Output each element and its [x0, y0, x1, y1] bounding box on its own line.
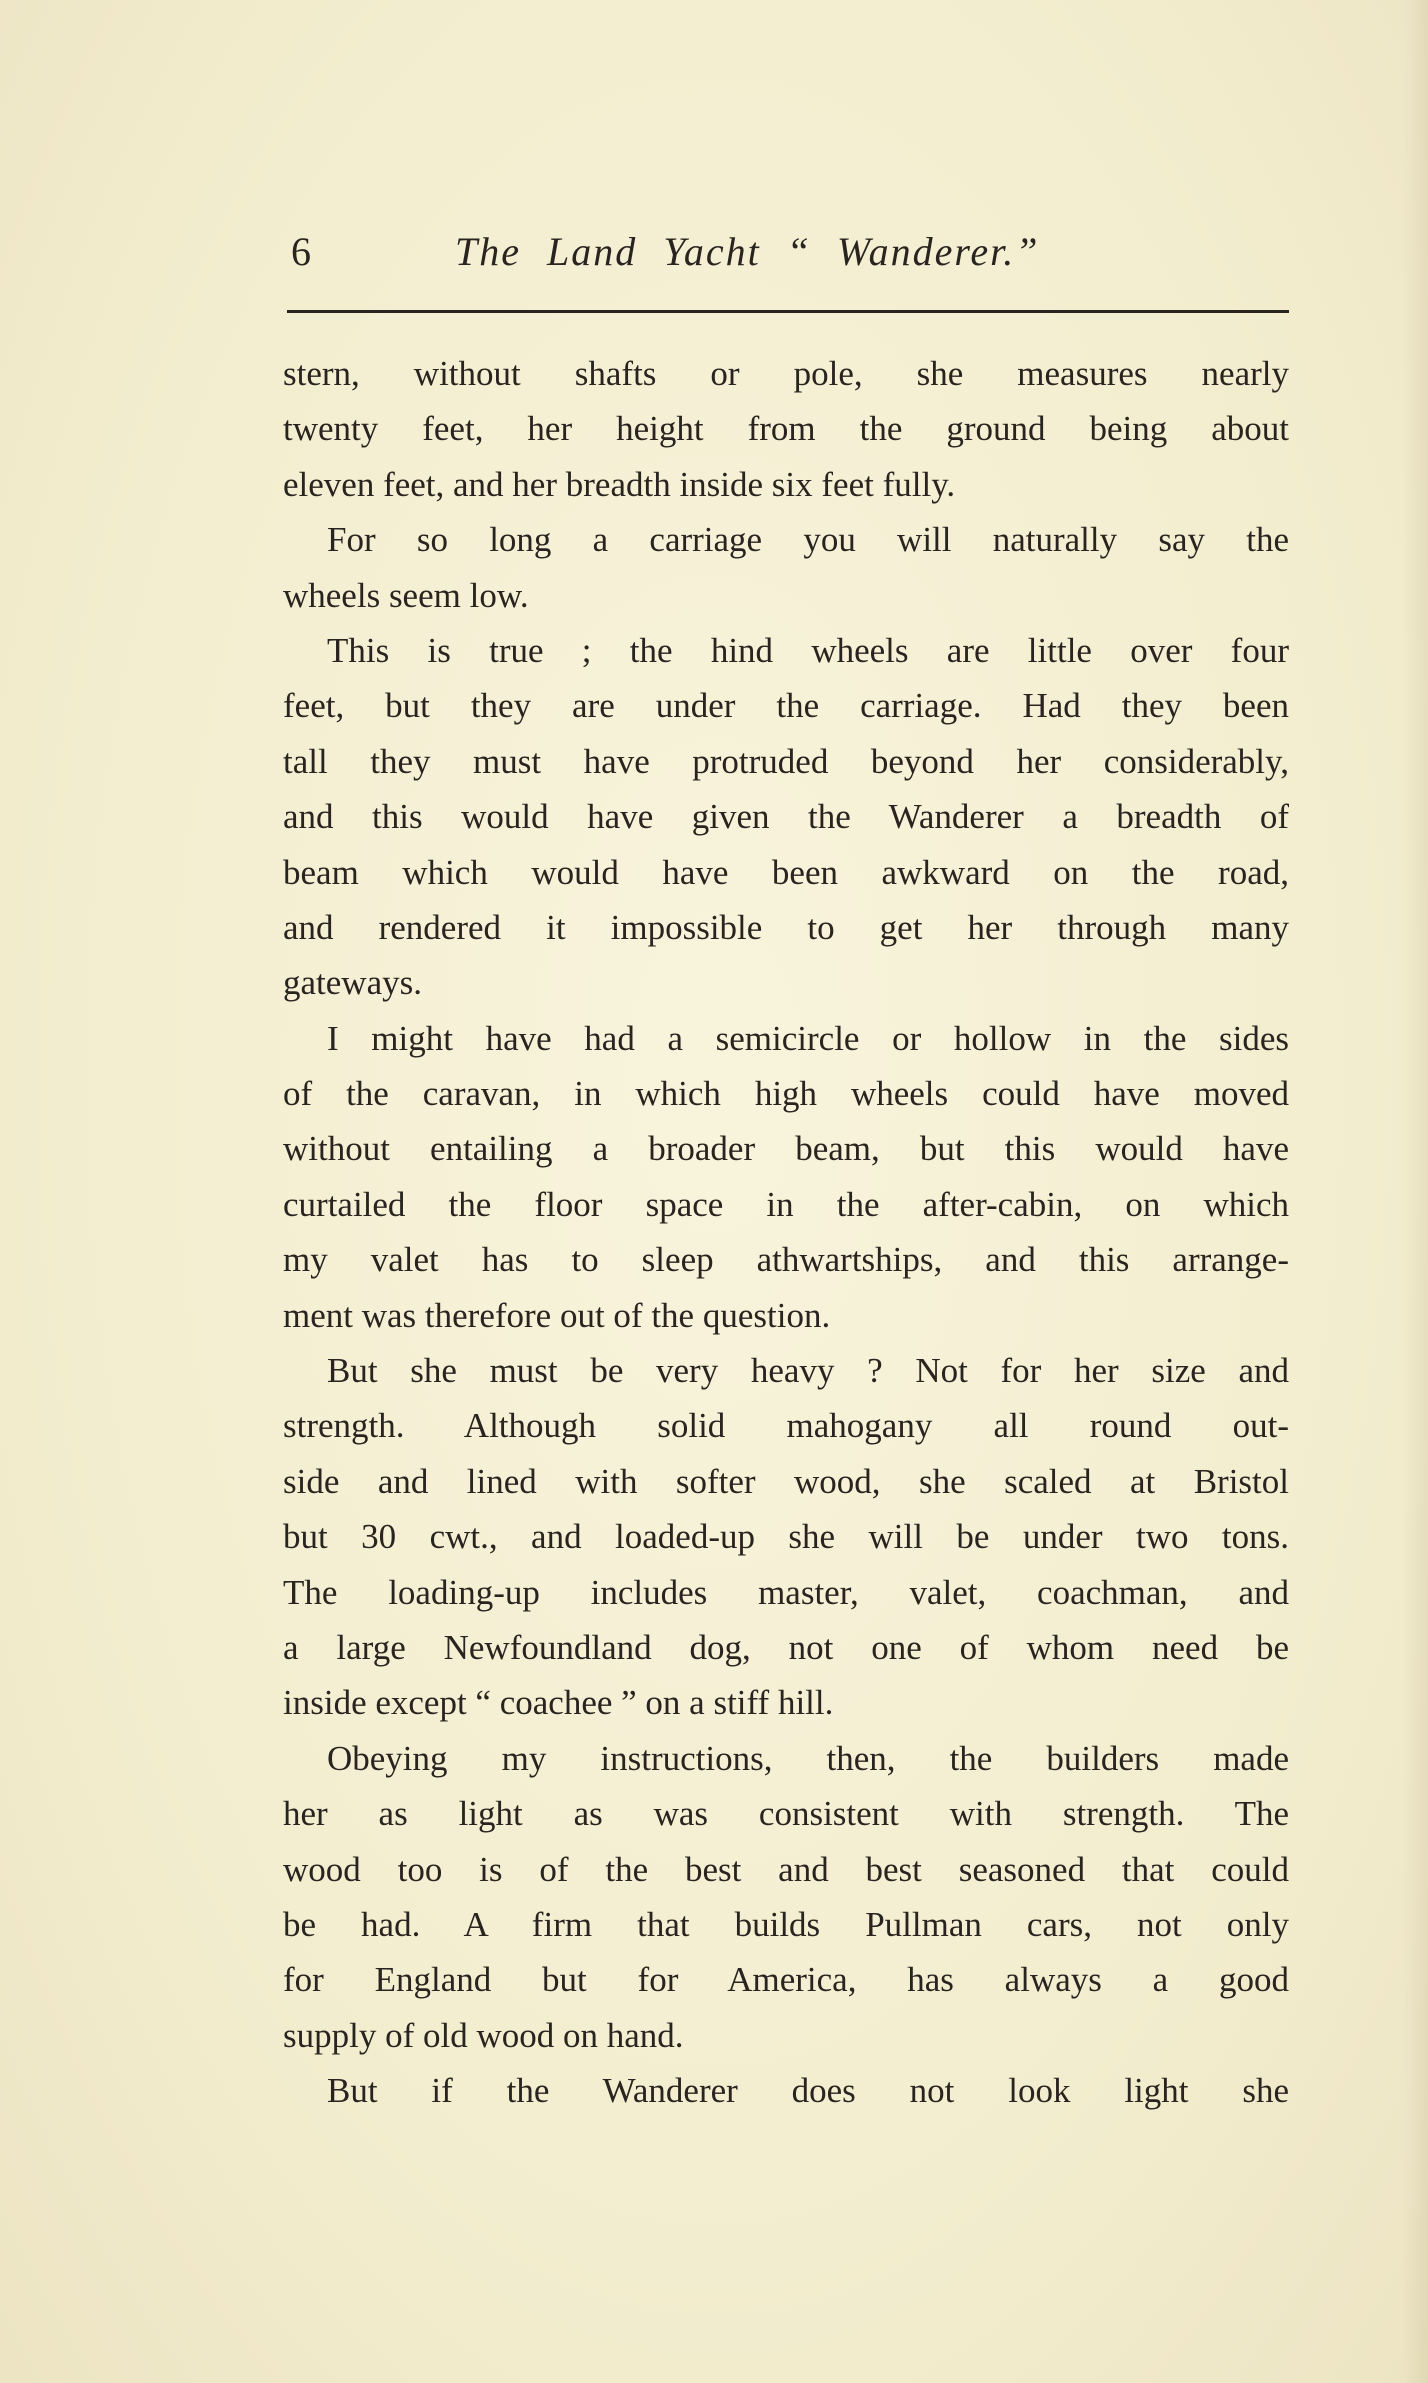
text-line: wheels seem low. [283, 575, 529, 615]
text-line: but 30 cwt., and loaded-up she will be under two tons. [283, 1517, 1289, 1557]
page-number: 6 [291, 229, 311, 274]
text-line: But if the Wanderer does not look light she [327, 2071, 1289, 2111]
text-line: twenty feet, her height from the ground being about [283, 409, 1289, 449]
text-line: curtailed the floor space in the after-cabin, on which [283, 1184, 1289, 1224]
text-line: wood too is of the best and best seasoned that could [283, 1849, 1289, 1889]
text-line: eleven feet, and her breadth inside six feet fully. [283, 464, 956, 504]
text-line: I might have had a semicircle or hollow in the sides [327, 1018, 1289, 1058]
text-line: for England but for America, has always a good [283, 1960, 1289, 2000]
text-line: For so long a carriage you will naturally say the [327, 520, 1289, 560]
text-line: gateways. [283, 963, 422, 1003]
text-line: and rendered it impossible to get her through many [283, 907, 1289, 947]
body-text [283, 346, 1289, 2119]
text-line: feet, but they are under the carriage. Had they been [283, 686, 1289, 726]
text-line: be had. A firm that builds Pullman cars, not only [283, 1904, 1289, 1944]
running-title: The Land Yacht “ Wanderer.” [455, 229, 1040, 274]
text-line: This is true ; the hind wheels are little over four [327, 630, 1289, 670]
text-line: of the caravan, in which high wheels could have moved [283, 1074, 1289, 1114]
header-rule [287, 310, 1289, 313]
text-line: inside except “ coachee ” on a stiff hill. [283, 1683, 834, 1723]
text-line: supply of old wood on hand. [283, 2015, 684, 2055]
text-line: a large Newfoundland dog, not one of whom need be [283, 1627, 1289, 1667]
text-line: her as light as was consistent with strength. The [283, 1794, 1289, 1834]
text-line: without entailing a broader beam, but this would have [283, 1129, 1289, 1169]
text-line: beam which would have been awkward on the road, [283, 852, 1289, 892]
text-line: side and lined with softer wood, she scaled at Bristol [283, 1461, 1289, 1501]
text-line: But she must be very heavy ? Not for her size and [327, 1351, 1289, 1391]
text-line: The loading-up includes master, valet, coachman, and [283, 1572, 1289, 1612]
text-line: strength. Although solid mahogany all round out- [283, 1406, 1289, 1446]
text-line: stern, without shafts or pole, she measures nearly [283, 354, 1289, 393]
text-line: tall they must have protruded beyond her considerably, [283, 741, 1289, 781]
page-header [285, 228, 1290, 288]
text-line: ment was therefore out of the question. [283, 1295, 831, 1335]
text-line: Obeying my instructions, then, the builders made [327, 1738, 1289, 1778]
text-line: my valet has to sleep athwartships, and this arrange- [283, 1240, 1289, 1280]
page-edge-shading [1402, 0, 1428, 2383]
text-line: and this would have given the Wanderer a breadth of [283, 797, 1289, 837]
